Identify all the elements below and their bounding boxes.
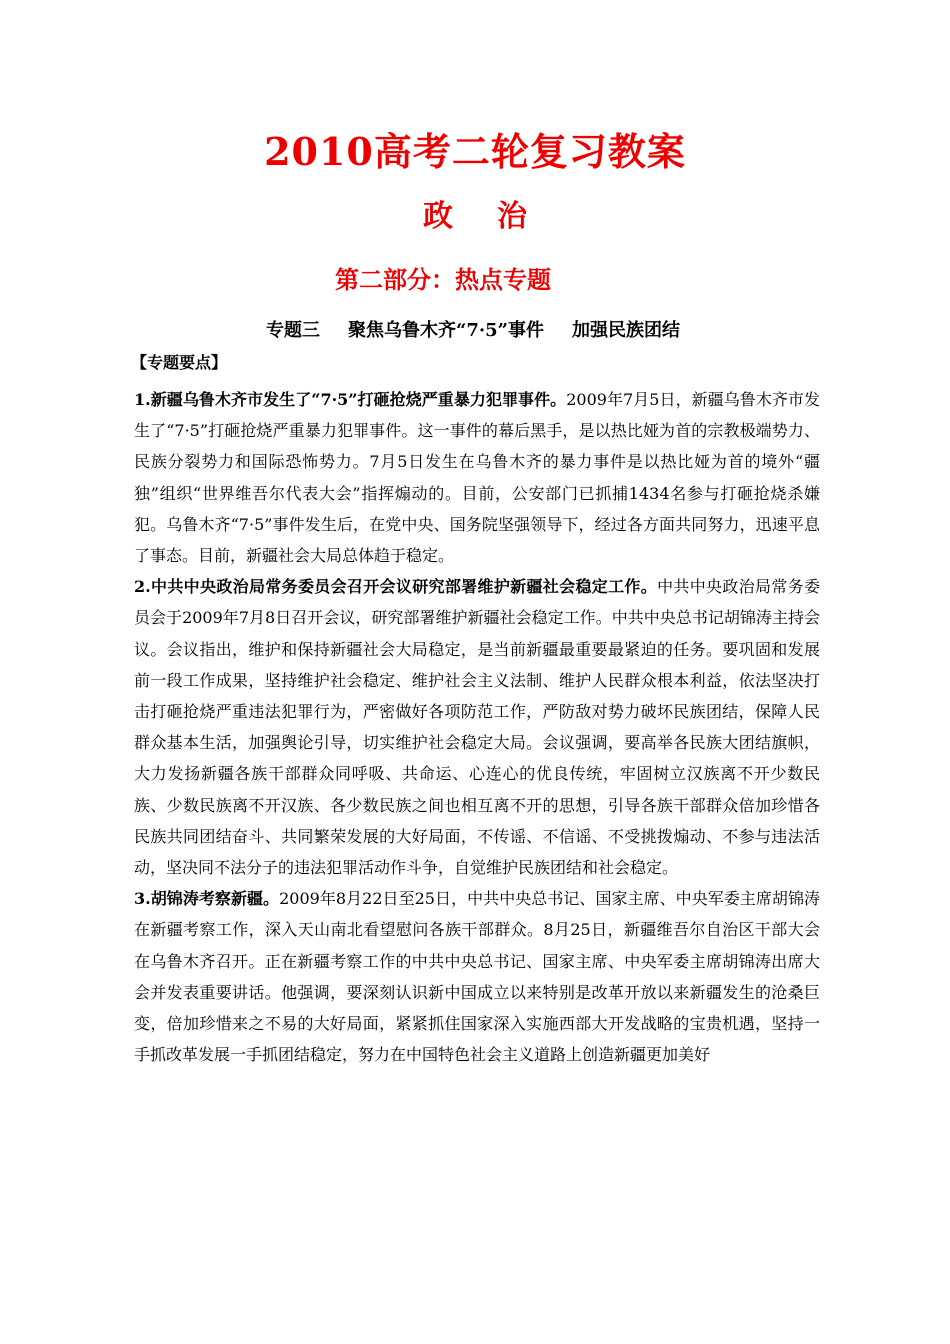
paragraph-3 <box>134 883 820 1070</box>
paragraph-1-text: 2009年7月5日，新疆乌鲁木齐市发生了“7·5”打砸抢烧严重暴力犯罪事件。这一事件的幕后黑手，是以热比娅为首的宗教极端势力、民族分裂势力和国际恐怖势力。7月5日发生在乌鲁木齐的暴力事件是以热比娅为首的境外“疆独”组织“世界维吾尔代表大会”指挥煽动的。目前，公安部门已抓捕1434名参与打砸抢烧杀嫌犯。乌鲁木齐“7·5”事件发生后，在党中央、国务院坚强领导下，经过各方面共同努力，迅速平息了事态。目前，新疆社会大局总体趋于稳定。 <box>134 390 820 566</box>
paragraph-1-heading: 1.新疆乌鲁木齐市发生了“7·5”打砸抢烧严重暴力犯罪事件。 <box>134 390 567 409</box>
topic-goal: 加强民族团结 <box>572 320 681 341</box>
main-title: 2010高考二轮复习教案 <box>264 129 686 174</box>
topic-title <box>0 317 946 345</box>
paragraph-3-heading: 3.胡锦涛考察新疆。 <box>134 889 280 909</box>
topic-focus: 聚焦乌鲁木齐“7·5”事件 <box>347 320 545 341</box>
paragraph-2 <box>134 571 820 883</box>
paragraph-3-text: 2009年8月22日至25日，中共中央总书记、国家主席、中央军委主席胡锦涛在新疆考察工作，深入天山南北看望慰问各族干部群众。8月25日，新疆维吾尔自治区干部大会在乌鲁木齐召开。正在新疆考察工作的中共中央总书记、国家主席、中央军委主席胡锦涛出席大会并发表重要讲话。他强调，要深刻认识新中国成立以来特别是改革开放以来新疆发生的沧桑巨变，倍加珍惜来之不易的大好局面，紧紧抓住国家深入实施西部大开发战略的宝贵机遇，坚持一手抓改革发展一手抓团结稳定，努力在中国特色社会主义道路上创造新疆更加美好 <box>134 889 820 1065</box>
paragraph-2-text: 中共中央政治局常务委员会于2009年7月8日召开会议，研究部署维护新疆社会稳定工作。中共中央总书记胡锦涛主持会议。会议指出，维护和保持新疆社会大局稳定，是当前新疆最重要最紧迫的任务。要巩固和发展前一段工作成果，坚持维护社会稳定、维护社会主义法制、维护人民群众根本利益，依法坚决打击打砸抢烧严重违法犯罪行为，严密做好各项防范工作，严防敌对势力破坏民族团结，保障人民群众基本生活，加强舆论引导，切实维护社会稳定大局。会议强调，要高举各民族大团结旗帜，大力发扬新疆各族干部群众同呼吸、共命运、心连心的优良传统，牢固树立汉族离不开少数民族、少数民族离不开汉族、各少数民族之间也相互离不开的思想，引导各族干部群众倍加珍惜各民族共同团结奋斗、共同繁荣发展的大好局面，不传谣、不信谣、不受挑拨煽动、不参与违法活动，坚决同不法分子的违法犯罪活动作斗争，自觉维护民族团结和社会稳定。 <box>134 577 820 878</box>
topic-number: 专题三 <box>265 320 320 341</box>
content-body <box>134 384 820 1070</box>
section-label: 【专题要点】 <box>131 353 228 372</box>
subject-char-1: 政 <box>423 199 453 234</box>
part-title: 第二部分：热点专题 <box>335 265 551 294</box>
paragraph-1 <box>134 384 820 571</box>
subject-char-2: 治 <box>497 199 527 234</box>
subject-title <box>0 196 950 238</box>
paragraph-2-heading: 2.中共中央政治局常务委员会召开会议研究部署维护新疆社会稳定工作。 <box>134 577 658 597</box>
